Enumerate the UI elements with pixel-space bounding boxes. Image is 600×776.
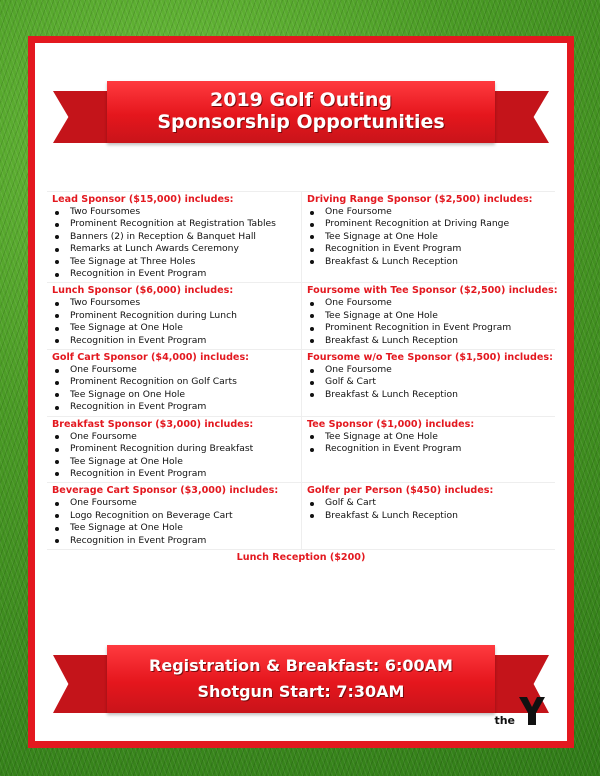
sponsorship-tier — [301, 350, 555, 416]
benefit-item: One Foursome — [307, 297, 551, 309]
tier-heading: Lead Sponsor ($15,000) includes: — [52, 194, 234, 205]
sponsorship-grid — [47, 191, 558, 575]
benefit-item: Tee Signage at One Hole — [52, 322, 297, 334]
benefit-list — [307, 364, 551, 401]
benefit-list — [52, 431, 297, 481]
page-subtitle: Sponsorship Opportunities — [157, 111, 445, 133]
logo-prefix: the — [494, 714, 515, 727]
benefit-item: Prominent Recognition on Golf Carts — [52, 376, 297, 388]
benefit-item: Logo Recognition on Beverage Cart — [52, 510, 297, 522]
benefit-item: Recognition in Event Program — [52, 268, 297, 280]
benefit-item: One Foursome — [52, 497, 297, 509]
benefit-item: Banners (2) in Reception & Banquet Hall — [52, 231, 297, 243]
benefit-item: Recognition in Event Program — [52, 535, 297, 547]
benefit-item: Breakfast & Lunch Reception — [307, 335, 551, 347]
benefit-list — [307, 297, 551, 347]
tier-heading: Foursome with Tee Sponsor ($2,500) includes: — [307, 285, 558, 297]
sponsorship-row — [47, 192, 555, 283]
benefit-item: Recognition in Event Program — [307, 443, 551, 455]
benefit-item: Breakfast & Lunch Reception — [307, 389, 551, 401]
benefit-item: Recognition in Event Program — [52, 335, 297, 347]
benefit-item: Tee Signage at One Hole — [307, 431, 551, 443]
benefit-item: Tee Signage at One Hole — [307, 231, 551, 243]
benefit-list — [52, 206, 297, 280]
tier-heading: Driving Range Sponsor ($2,500) includes: — [307, 194, 533, 205]
sponsorship-tier — [47, 417, 301, 483]
benefit-item: Two Foursomes — [52, 297, 297, 309]
benefit-item: One Foursome — [307, 206, 551, 218]
benefit-list — [52, 297, 297, 347]
shotgun-start-time: Shotgun Start: 7:30AM — [197, 682, 405, 701]
benefit-item: Tee Signage on One Hole — [52, 389, 297, 401]
benefit-item: Recognition in Event Program — [52, 401, 297, 413]
sponsorship-row — [47, 350, 555, 417]
page-title: 2019 Golf Outing — [210, 89, 392, 112]
tier-heading: Tee Sponsor ($1,000) includes: — [307, 418, 475, 430]
benefit-item: One Foursome — [52, 364, 297, 376]
sponsorship-tier — [47, 350, 301, 416]
benefit-list — [307, 206, 551, 268]
tier-heading: Beverage Cart Sponsor ($3,000) includes: — [52, 485, 279, 497]
benefit-item: Two Foursomes — [52, 206, 297, 218]
sponsorship-row — [47, 417, 555, 484]
sponsorship-tier — [301, 483, 555, 549]
benefit-item: One Foursome — [52, 431, 297, 443]
benefit-item: Breakfast & Lunch Reception — [307, 510, 551, 522]
tier-heading: Lunch Sponsor ($6,000) includes: — [52, 285, 234, 297]
tier-heading: Golf Cart Sponsor ($4,000) includes: — [52, 352, 249, 364]
ymca-y-logo-icon — [517, 695, 547, 727]
benefit-item: Prominent Recognition during Breakfast — [52, 443, 297, 455]
benefit-item: Recognition in Event Program — [307, 243, 551, 255]
benefit-list — [307, 497, 551, 522]
benefit-item: Recognition in Event Program — [52, 468, 297, 480]
tier-heading: Golfer per Person ($450) includes: — [307, 485, 494, 497]
schedule-banner — [107, 645, 495, 713]
tier-heading: Breakfast Sponsor ($3,000) includes: — [52, 418, 254, 430]
benefit-item: Prominent Recognition at Registration Tables — [52, 218, 297, 230]
sponsorship-tier — [301, 283, 558, 349]
benefit-item: Tee Signage at Three Holes — [52, 256, 297, 268]
lunch-reception-tier: Lunch Reception ($200) — [236, 551, 366, 563]
title-banner — [107, 81, 495, 143]
benefit-item: Remarks at Lunch Awards Ceremony — [52, 243, 297, 255]
registration-time: Registration & Breakfast: 6:00AM — [149, 656, 453, 676]
sponsorship-tier — [47, 483, 301, 549]
flyer-card — [28, 36, 574, 748]
benefit-item: Breakfast & Lunch Reception — [307, 256, 551, 268]
ymca-logo — [494, 695, 547, 727]
benefit-item: Tee Signage at One Hole — [52, 456, 297, 468]
benefit-item: Golf & Cart — [307, 497, 551, 509]
benefit-item: Tee Signage at One Hole — [52, 522, 297, 534]
sponsorship-tier — [47, 192, 301, 282]
benefit-list — [52, 364, 297, 414]
benefit-item: Golf & Cart — [307, 376, 551, 388]
sponsorship-tier — [47, 283, 301, 349]
benefit-item: Prominent Recognition during Lunch — [52, 310, 297, 322]
benefit-item: Prominent Recognition at Driving Range — [307, 218, 551, 230]
sponsorship-tier — [301, 192, 555, 282]
sponsorship-row — [47, 483, 555, 550]
sponsorship-row — [47, 283, 558, 350]
benefit-list — [52, 497, 297, 547]
benefit-item: Tee Signage at One Hole — [307, 310, 551, 322]
tier-heading: Foursome w/o Tee Sponsor ($1,500) includes: — [307, 352, 553, 364]
sponsorship-tier — [301, 417, 555, 483]
benefit-item: Prominent Recognition in Event Program — [307, 322, 551, 334]
benefit-list — [307, 431, 551, 456]
benefit-item: One Foursome — [307, 364, 551, 376]
